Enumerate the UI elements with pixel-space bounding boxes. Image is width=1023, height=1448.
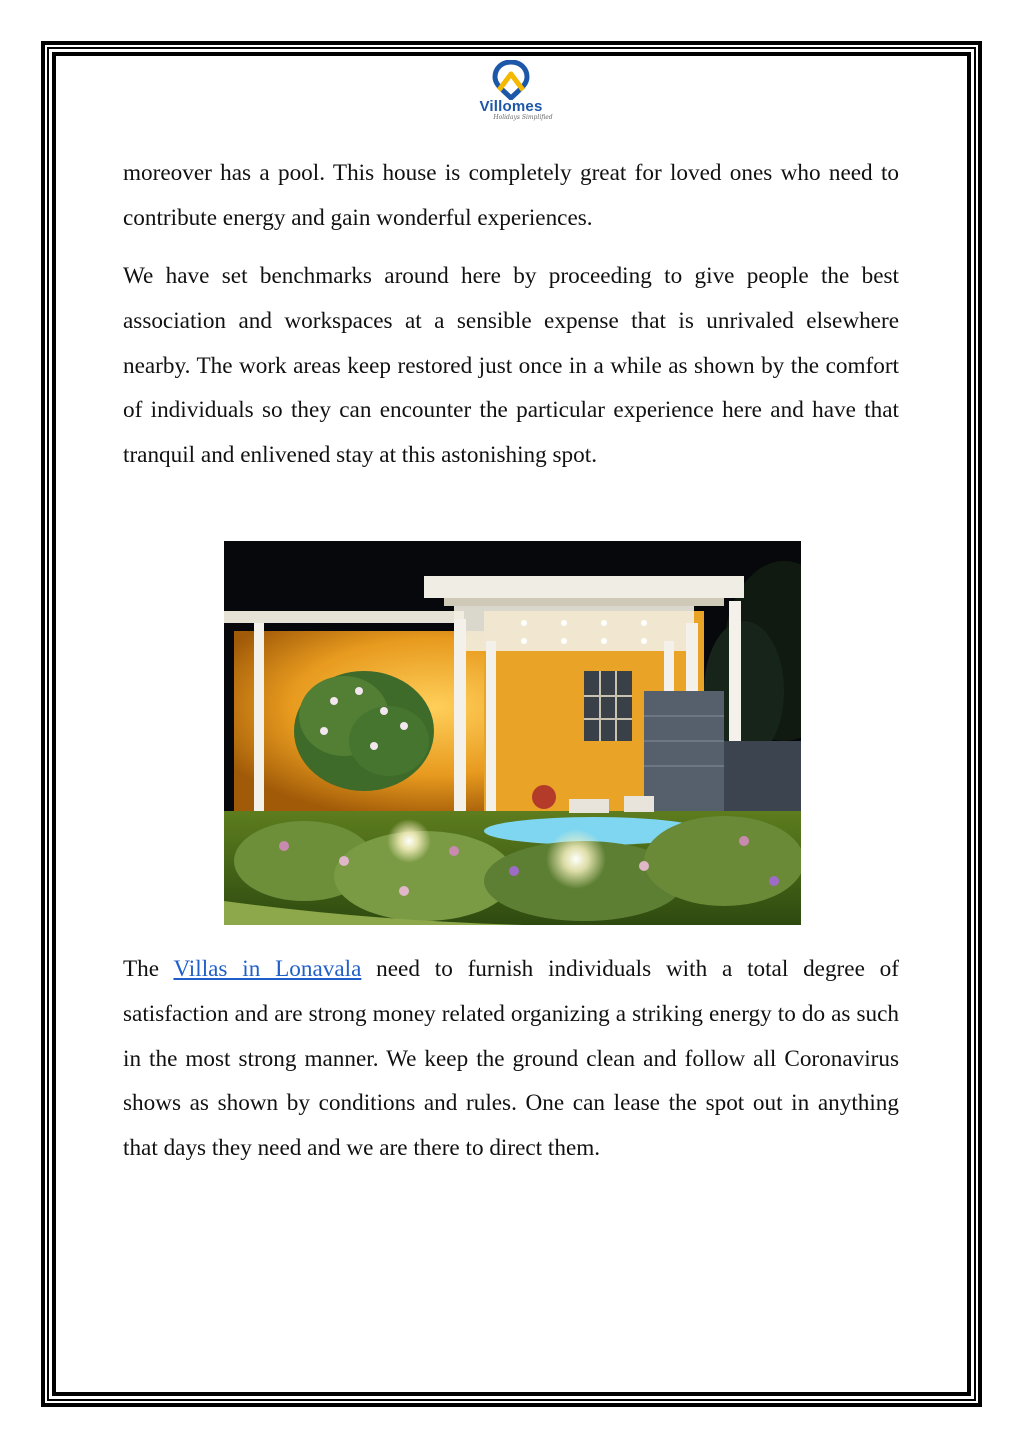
- paragraph-1: [123, 151, 899, 241]
- paragraph-3: [123, 947, 899, 1171]
- paragraph-2: [123, 254, 899, 478]
- paragraph-2-text: We have set benchmarks around here by proceeding to give people the best association and workspaces at a sensible expense that is unrivaled elsewhere nearby. The work areas keep restored just once in a while as shown by the comfort of individuals so they can encounter the particular experience here and have that tranquil and enlivened stay at this astonishing spot.: [123, 263, 899, 469]
- paragraph-1-text: moreover has a pool. This house is completely great for loved ones who need to contribute energy and gain wonderful experiences.: [123, 160, 899, 231]
- villa-illustration: [224, 541, 801, 925]
- villas-in-lonavala-link[interactable]: Villas in Lonavala: [173, 956, 362, 982]
- logo-tagline: Holidays Simplified: [493, 114, 553, 121]
- villomes-logo: [466, 60, 556, 136]
- location-pin-icon: [491, 60, 531, 100]
- paragraph-3-prefix: The: [123, 956, 160, 982]
- villa-night-photo: [224, 541, 801, 925]
- logo-name: Villomes: [479, 98, 543, 115]
- paragraph-3-text: need to furnish individuals with a total degree of satisfaction and are strong money related organizing a striking energy to do as such in the most strong manner. We keep the ground clean and follow all Coronavirus shows as shown by conditions and rules. One can lease the spot out in anything that days they need and we are there to direct them.: [123, 956, 899, 1162]
